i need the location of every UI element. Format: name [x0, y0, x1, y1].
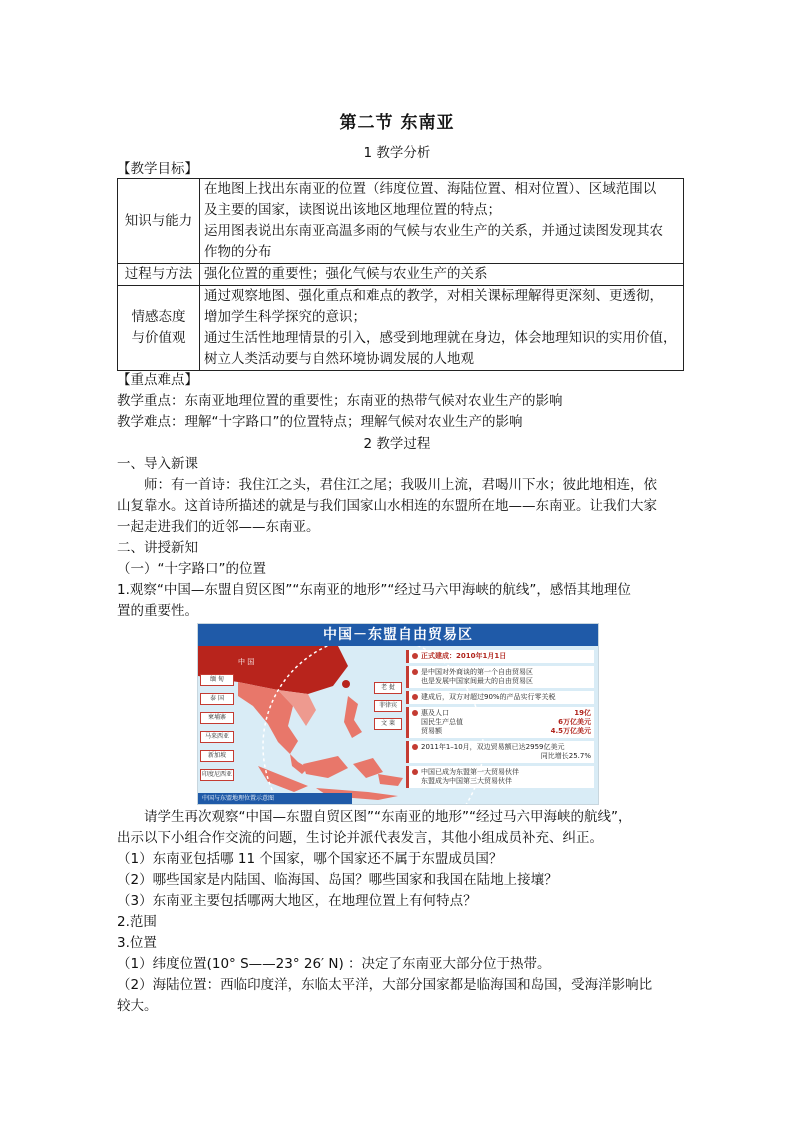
bullet-icon	[412, 694, 418, 700]
asean-fta-map	[197, 623, 599, 805]
info-row	[406, 691, 594, 704]
goal-line: 运用图表说出东南亚高温多雨的气候与农业生产的关系，并通过读图发现其农	[204, 223, 663, 239]
goal-label-process: 过程与方法	[118, 264, 200, 286]
info-text: 东盟成为中国第三大贸易伙伴	[421, 777, 512, 785]
info-value: 19亿	[574, 709, 591, 717]
table-row	[118, 264, 684, 286]
bullet-icon	[412, 744, 418, 750]
info-key: 惠及人口	[421, 709, 449, 717]
info-text: 中国已成为东盟第一大贸易伙伴	[421, 768, 519, 776]
info-row	[406, 666, 594, 688]
goal-content-knowledge	[200, 179, 684, 264]
country-tag: 泰 国	[200, 693, 234, 705]
goal-label-line: 与价值观	[131, 330, 186, 346]
info-row	[406, 741, 594, 763]
info-kv	[421, 718, 591, 727]
table-row	[118, 286, 684, 371]
difficult-point: 教学难点：理解“十字路口”的位置特点；理解气候对农业生产的影响	[117, 414, 523, 430]
text-line: 请学生再次观察“中国—东盟自贸区图”“东南亚的地形”“经过马六甲海峡的航线”，	[144, 809, 632, 825]
info-row	[406, 650, 594, 663]
goal-line: 及主要的国家，读图说出该地区地理位置的特点；	[204, 202, 501, 218]
page-title: 第二节 东南亚	[339, 113, 455, 133]
goal-line: 在地图上找出东南亚的位置（纬度位置、海陆位置、相对位置）、区域范围以	[204, 181, 657, 197]
text-line: 置的重要性。	[117, 603, 198, 619]
goal-line: 通过观察地图、强化重点和难点的教学，对相关课标理解得更深刻、更透彻，	[204, 288, 663, 304]
info-kv	[421, 727, 591, 736]
info-text: 同比增长25.7%	[540, 752, 591, 760]
text-line: 1.观察“中国—东盟自贸区图”“东南亚的地形”“经过马六甲海峡的航线”，感悟其地理位	[117, 582, 631, 598]
part1-heading: 一、导入新课	[117, 456, 198, 472]
country-tag: 缅 甸	[200, 674, 234, 686]
info-text: 2011年1–10月，双边贸易额已达2959亿美元	[421, 743, 565, 751]
text-line: 师：有一首诗：我住江之头，君住江之尾；我吸川上流，君喝川下水；彼此地相连，依	[144, 477, 657, 493]
after-map-paragraph	[117, 807, 683, 849]
bullet-icon	[412, 769, 418, 775]
bullet-icon	[412, 669, 418, 675]
teaching-goals-table	[117, 178, 684, 371]
left-country-tags	[200, 674, 234, 788]
position-latitude: （1）纬度位置(10° S——23° 26′ N) ：决定了东南亚大部分位于热带。	[117, 956, 551, 972]
goals-heading: 【教学目标】	[117, 161, 198, 177]
country-tag: 菲律宾	[374, 700, 402, 712]
section-heading-process: 2 教学过程	[363, 436, 431, 452]
goal-line: 强化位置的重要性；强化气候与农业生产的关系	[204, 266, 488, 282]
text-line: 较大。	[117, 998, 158, 1014]
country-tag: 文 莱	[374, 718, 402, 730]
goal-label-line: 情感态度	[131, 309, 186, 325]
map-info-panel	[406, 650, 594, 791]
text-line: 山复靠水。这首诗所描述的就是与我们国家山水相连的东盟所在地——东南亚。让我们大家	[117, 498, 657, 514]
country-tag: 马来西亚	[200, 731, 234, 743]
country-tag: 柬埔寨	[200, 712, 234, 724]
goal-line: 通过生活性地理情景的引入，感受到地理就在身边，体会地理知识的实用价值，	[204, 330, 677, 346]
bullet-icon	[412, 710, 418, 716]
country-tag: 新加坡	[200, 750, 234, 762]
info-text: 是中国对外商谈的第一个自由贸易区	[421, 668, 533, 676]
bullet-icon	[412, 653, 418, 659]
info-row	[406, 766, 594, 788]
key-point: 教学重点：东南亚地理位置的重要性；东南亚的热带气候对农业生产的影响	[117, 393, 563, 409]
china-label: 中 国	[238, 658, 255, 666]
goal-label-attitude	[118, 286, 200, 371]
info-row	[406, 707, 594, 738]
goal-label-knowledge: 知识与能力	[118, 179, 200, 264]
map-header: 中国－东盟自由贸易区	[198, 624, 598, 646]
text-line: 一起走进我们的近邻——东南亚。	[117, 519, 320, 535]
item3-heading: 3.位置	[117, 935, 157, 951]
goal-content-attitude	[200, 286, 684, 371]
goal-line: 增加学生科学探究的意识；	[204, 309, 366, 325]
key-points-heading: 【重点难点】	[117, 372, 198, 388]
question-1: （1）东南亚包括哪 11 个国家，哪个国家还不属于东盟成员国？	[117, 851, 503, 867]
position-sea-land	[117, 975, 683, 1017]
info-key: 国民生产总值	[421, 718, 463, 726]
intro-paragraph	[117, 475, 683, 538]
table-row	[118, 179, 684, 264]
question-3: （3）东南亚主要包括哪两大地区，在地理位置上有何特点？	[117, 893, 477, 909]
text-line: 出示以下小组合作交流的问题，生讨论并派代表发言，其他小组成员补充、纠正。	[117, 830, 603, 846]
part2-heading: 二、讲授新知	[117, 540, 198, 556]
map-caption: 中国与东盟地理位置示意图	[198, 793, 352, 804]
info-value: 4.5万亿美元	[550, 727, 591, 735]
subsection1-heading: （一）“十字路口”的位置	[117, 561, 266, 577]
info-text: 也是发展中国家间最大的自由贸易区	[421, 677, 533, 685]
info-kv	[421, 709, 591, 718]
info-key: 贸易额	[421, 727, 442, 735]
country-tag: 老 挝	[374, 682, 402, 694]
goal-line: 作物的分布	[204, 244, 272, 260]
section-heading-analysis: 1 教学分析	[363, 145, 431, 161]
question-2: （2）哪些国家是内陆国、临海国、岛国？哪些国家和我国在陆地上接壤？	[117, 872, 558, 888]
goal-content-process	[200, 264, 684, 286]
info-text: 建成后，双方对超过90%的产品实行零关税	[421, 693, 556, 701]
item2-heading: 2.范围	[117, 914, 157, 930]
country-tag: 印度尼西亚	[200, 769, 234, 781]
item1-paragraph	[117, 580, 683, 622]
right-country-tags	[374, 682, 404, 736]
info-text: 正式建成：2010年1月1日	[421, 652, 507, 660]
info-value: 6万亿美元	[558, 718, 591, 726]
text-line: （2）海陆位置：西临印度洋，东临太平洋，大部分国家都是临海国和岛国，受海洋影响比	[117, 977, 653, 993]
goal-line: 树立人类活动要与自然环境协调发展的人地观	[204, 351, 474, 367]
